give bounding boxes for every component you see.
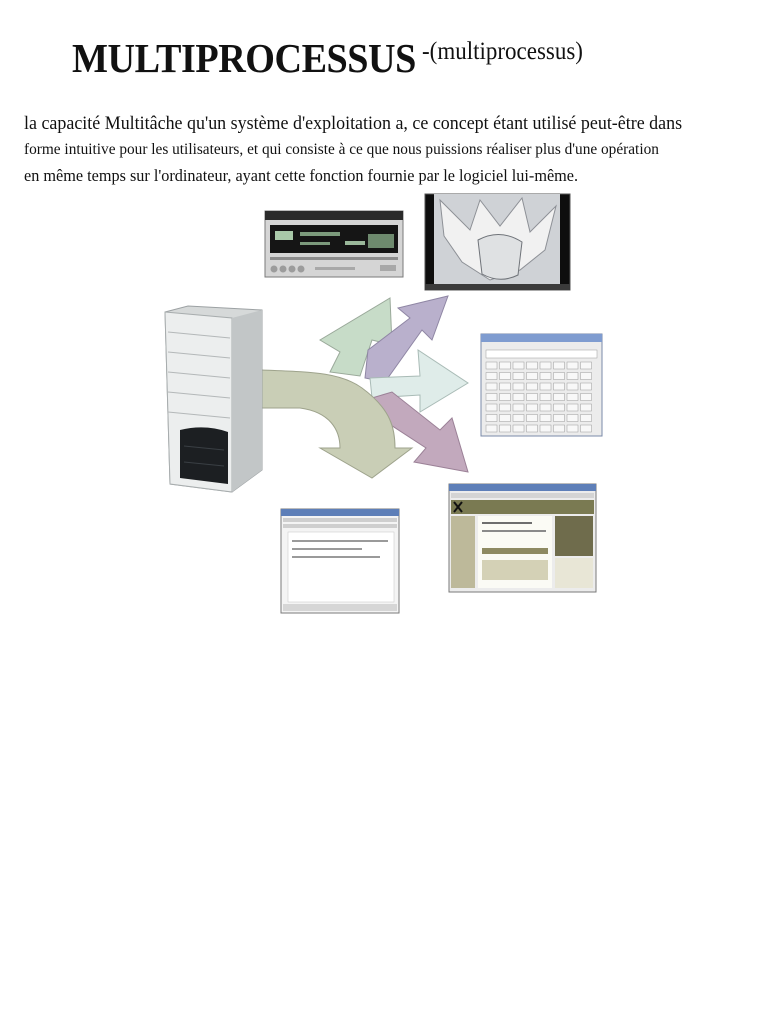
calculator-key bbox=[500, 425, 511, 432]
calculator-key bbox=[581, 362, 592, 369]
calculator-key bbox=[581, 383, 592, 390]
calculator-key bbox=[527, 362, 538, 369]
calculator-key bbox=[540, 415, 551, 422]
calculator-key bbox=[527, 373, 538, 380]
calculator-key bbox=[581, 404, 592, 411]
calculator-key bbox=[540, 425, 551, 432]
calculator-key bbox=[554, 425, 565, 432]
calculator-key bbox=[513, 373, 524, 380]
calculator-key bbox=[581, 425, 592, 432]
calculator-key bbox=[486, 415, 497, 422]
calculator-key bbox=[554, 394, 565, 401]
calculator-key bbox=[554, 373, 565, 380]
video-window-icon bbox=[425, 194, 570, 290]
calculator-key bbox=[513, 404, 524, 411]
calculator-key bbox=[527, 383, 538, 390]
calculator-key bbox=[567, 415, 578, 422]
tower-drive-bay bbox=[180, 427, 228, 484]
calculator-key bbox=[500, 404, 511, 411]
paragraph-line-2: forme intuitive pour les utilisateurs, et qui consiste à ce que nous puissions réaliser plus d'une opération bbox=[24, 141, 659, 158]
page-subtitle: -(multiprocessus) bbox=[422, 38, 583, 65]
calculator-key bbox=[513, 394, 524, 401]
calculator-key bbox=[540, 362, 551, 369]
calculator-key bbox=[581, 415, 592, 422]
word-processor-window-icon bbox=[281, 509, 399, 613]
calculator-key bbox=[500, 394, 511, 401]
calculator-key bbox=[500, 373, 511, 380]
calculator-key bbox=[500, 415, 511, 422]
calculator-key bbox=[500, 362, 511, 369]
calculator-key bbox=[581, 394, 592, 401]
calculator-key bbox=[554, 404, 565, 411]
calculator-key bbox=[567, 383, 578, 390]
calculator-key bbox=[567, 362, 578, 369]
web-browser-window-icon bbox=[449, 484, 596, 592]
calculator-key bbox=[540, 404, 551, 411]
calculator-window-icon bbox=[481, 334, 602, 436]
calculator-key bbox=[567, 394, 578, 401]
media-player-window-icon bbox=[265, 211, 403, 277]
calculator-key bbox=[500, 383, 511, 390]
calculator-key bbox=[513, 362, 524, 369]
tower-computer-icon bbox=[165, 306, 262, 492]
calculator-key bbox=[527, 425, 538, 432]
calculator-key bbox=[527, 404, 538, 411]
calculator-key bbox=[527, 415, 538, 422]
calculator-key bbox=[513, 425, 524, 432]
calculator-key bbox=[567, 373, 578, 380]
calculator-key bbox=[554, 362, 565, 369]
calculator-key bbox=[554, 383, 565, 390]
calculator-key bbox=[486, 373, 497, 380]
calculator-key bbox=[567, 404, 578, 411]
calculator-key bbox=[567, 425, 578, 432]
calculator-key bbox=[486, 404, 497, 411]
calculator-key bbox=[540, 383, 551, 390]
paragraph-line-3: en même temps sur l'ordinateur, ayant cette fonction fournie par le logiciel lui-même. bbox=[24, 166, 579, 185]
calculator-key bbox=[513, 383, 524, 390]
calculator-key bbox=[527, 394, 538, 401]
calculator-key bbox=[581, 373, 592, 380]
calculator-key bbox=[486, 383, 497, 390]
page-title: MULTIPROCESSUS bbox=[72, 35, 416, 81]
calculator-key bbox=[540, 373, 551, 380]
title-row bbox=[72, 34, 583, 82]
branching-arrows-icon bbox=[262, 296, 468, 478]
calculator-key bbox=[513, 415, 524, 422]
multitasking-illustration bbox=[150, 188, 610, 618]
calculator-key bbox=[554, 415, 565, 422]
paragraph-line-1: la capacité Multitâche qu'un système d'exploitation a, ce concept étant utilisé peut-être dans bbox=[24, 113, 683, 134]
calculator-key bbox=[486, 394, 497, 401]
calculator-key bbox=[486, 425, 497, 432]
calculator-key bbox=[540, 394, 551, 401]
calculator-key bbox=[486, 362, 497, 369]
